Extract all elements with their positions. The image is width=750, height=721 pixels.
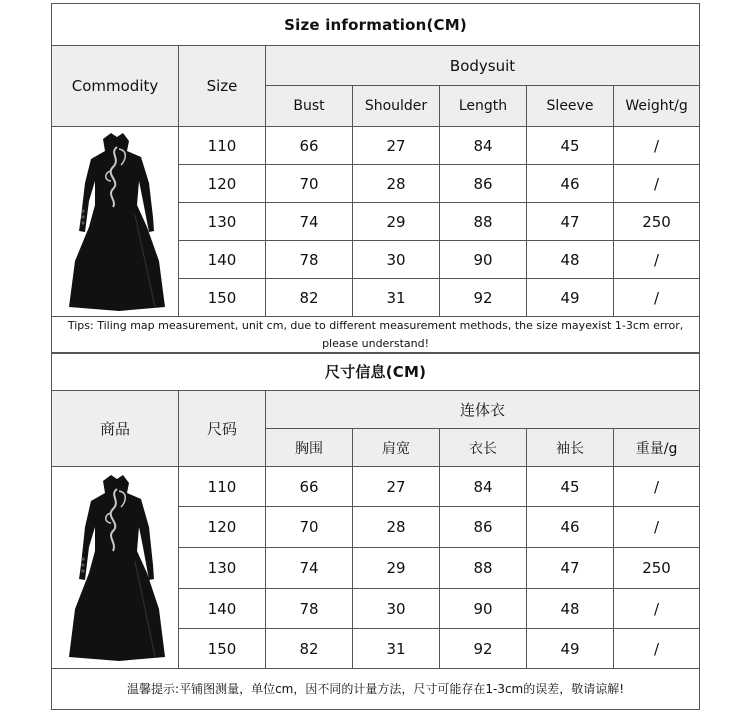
tips-note: 温馨提示:平铺图测量，单位cm，因不同的计量方法，尺寸可能存在1-3cm的误差，敬请谅解! xyxy=(52,669,700,710)
column-header-bust: Bust xyxy=(266,86,353,127)
bust-cell: 74 xyxy=(266,548,353,589)
weight-cell: / xyxy=(614,127,700,165)
sleeve-cell: 45 xyxy=(527,127,614,165)
length-cell: 84 xyxy=(440,467,527,507)
group-header: 连体衣 xyxy=(266,391,700,429)
size-cell: 130 xyxy=(179,203,266,241)
commodity-header: 商品 xyxy=(52,391,179,467)
shoulder-cell: 30 xyxy=(353,589,440,629)
weight-cell: / xyxy=(614,241,700,279)
table-title: Size information(CM) xyxy=(52,4,700,46)
column-header-shoulder: Shoulder xyxy=(353,86,440,127)
sleeve-cell: 46 xyxy=(527,507,614,548)
column-header-shoulder: 肩宽 xyxy=(353,429,440,467)
bust-cell: 70 xyxy=(266,165,353,203)
group-header: Bodysuit xyxy=(266,46,700,86)
table-title: 尺寸信息(CM) xyxy=(52,353,700,391)
shoulder-cell: 30 xyxy=(353,241,440,279)
length-cell: 86 xyxy=(440,507,527,548)
size-header: 尺码 xyxy=(179,391,266,467)
tips-note: Tips: Tiling map measurement, unit cm, due to different measurement methods, the size mayexist 1-3cm error, please understand! xyxy=(52,317,700,354)
column-header-weight: Weight/g xyxy=(614,86,700,127)
size-cell: 110 xyxy=(179,127,266,165)
bust-cell: 74 xyxy=(266,203,353,241)
column-header-bust: 胸围 xyxy=(266,429,353,467)
length-cell: 86 xyxy=(440,165,527,203)
weight-cell: / xyxy=(614,467,700,507)
column-header-length: 衣长 xyxy=(440,429,527,467)
shoulder-cell: 27 xyxy=(353,127,440,165)
weight-cell: / xyxy=(614,589,700,629)
size-cell: 120 xyxy=(179,165,266,203)
bust-cell: 82 xyxy=(266,279,353,317)
table-row xyxy=(52,127,700,165)
product-image-cell xyxy=(52,467,179,669)
weight-cell: / xyxy=(614,279,700,317)
weight-cell: / xyxy=(614,629,700,669)
bust-cell: 70 xyxy=(266,507,353,548)
shoulder-cell: 28 xyxy=(353,165,440,203)
weight-cell: 250 xyxy=(614,203,700,241)
bust-cell: 78 xyxy=(266,589,353,629)
size-cell: 130 xyxy=(179,548,266,589)
size-cell: 120 xyxy=(179,507,266,548)
sleeve-cell: 47 xyxy=(527,548,614,589)
size-cell: 110 xyxy=(179,467,266,507)
weight-cell: 250 xyxy=(614,548,700,589)
sleeve-cell: 49 xyxy=(527,279,614,317)
column-header-sleeve: 袖长 xyxy=(527,429,614,467)
column-header-sleeve: Sleeve xyxy=(527,86,614,127)
shoulder-cell: 27 xyxy=(353,467,440,507)
commodity-header: Commodity xyxy=(52,46,179,127)
length-cell: 88 xyxy=(440,203,527,241)
sleeve-cell: 48 xyxy=(527,241,614,279)
black-dress-icon xyxy=(59,473,171,663)
english-size-table xyxy=(51,3,700,354)
weight-cell: / xyxy=(614,165,700,203)
size-cell: 150 xyxy=(179,629,266,669)
sleeve-cell: 47 xyxy=(527,203,614,241)
length-cell: 84 xyxy=(440,127,527,165)
length-cell: 92 xyxy=(440,279,527,317)
black-dress-icon xyxy=(59,131,171,313)
product-image-cell xyxy=(52,127,179,317)
shoulder-cell: 29 xyxy=(353,548,440,589)
size-cell: 140 xyxy=(179,241,266,279)
size-cell: 140 xyxy=(179,589,266,629)
sleeve-cell: 46 xyxy=(527,165,614,203)
sleeve-cell: 48 xyxy=(527,589,614,629)
shoulder-cell: 28 xyxy=(353,507,440,548)
chinese-size-table xyxy=(51,352,700,710)
shoulder-cell: 31 xyxy=(353,279,440,317)
bust-cell: 66 xyxy=(266,467,353,507)
weight-cell: / xyxy=(614,507,700,548)
bust-cell: 78 xyxy=(266,241,353,279)
length-cell: 92 xyxy=(440,629,527,669)
bust-cell: 66 xyxy=(266,127,353,165)
length-cell: 90 xyxy=(440,589,527,629)
length-cell: 90 xyxy=(440,241,527,279)
column-header-weight: 重量/g xyxy=(614,429,700,467)
length-cell: 88 xyxy=(440,548,527,589)
sleeve-cell: 45 xyxy=(527,467,614,507)
table-row xyxy=(52,467,700,507)
size-cell: 150 xyxy=(179,279,266,317)
shoulder-cell: 29 xyxy=(353,203,440,241)
sleeve-cell: 49 xyxy=(527,629,614,669)
size-header: Size xyxy=(179,46,266,127)
shoulder-cell: 31 xyxy=(353,629,440,669)
bust-cell: 82 xyxy=(266,629,353,669)
column-header-length: Length xyxy=(440,86,527,127)
